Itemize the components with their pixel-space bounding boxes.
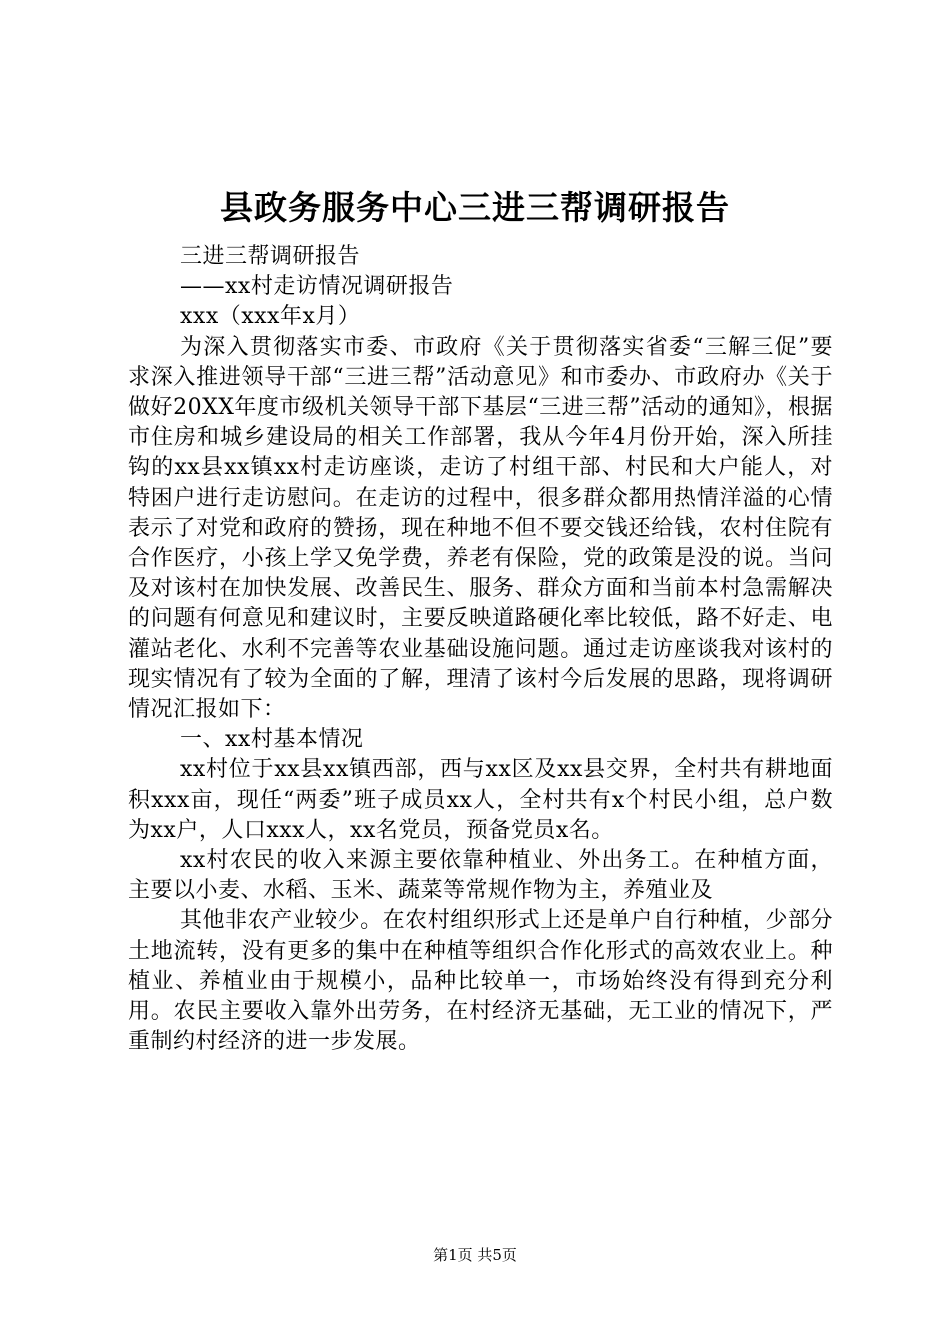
page-number: 第1页 共5页 [433,1246,517,1264]
author-line: xxx（xxx年x月） [180,304,361,330]
document-title: 县政务服务中心三进三帮调研报告 [220,188,730,227]
subtitle: 三进三帮调研报告 [180,244,361,269]
paragraph: xx村农民的收入来源主要依靠种植业、外出务工。在种植方面，主要以小麦、水稻、玉米、蔬菜等常规作物为主，养殖业及 [128,848,833,904]
document-body [128,242,833,1057]
subtitle-secondary: ——xx村走访情况调研报告 [180,274,454,300]
paragraph: xx村位于xx县xx镇西部，西与xx区及xx县交界，全村共有耕地面积xxx亩，现任“两委”班子成员xx人，全村共有x个村民小组，总户数为xx户，人口xxx人，xx名党员，预备党员x名。 [128,757,833,843]
paragraph: 其他非农产业较少。在农村组织形式上还是单户自行种植，少部分土地流转，没有更多的集中在种植等组织合作化形式的高效农业上。种植业、养植业由于规模小，品种比较单一，市场始终没有得到充分利用。农民主要收入靠外出劳务，在村经济无基础，无工业的情况下，严重制约村经济的进一步发展。 [128,908,833,1055]
section-heading: 一、xx村基本情况 [180,727,364,753]
paragraph: 为深入贯彻落实市委、市政府《关于贯彻落实省委“三解三促”要求深入推进领导干部“三进三帮”活动意见》和市委办、市政府办《关于做好20XX年度市级机关领导干部下基层“三进三帮”活动的通知》，根据市住房和城乡建设局的相关工作部署，我从今年4月份开始，深入所挂钩的xx县xx镇xx村走访座谈，走访了村组干部、村民和大户能人，对特困户进行走访慰问。在走访的过程中，很多群众都用热情洋溢的心情表示了对党和政府的赞扬，现在种地不但不要交钱还给钱，农村住院有合作医疗，小孩上学又免学费，养老有保险，党的政策是没的说。当问及对该村在加快发展、改善民生、服务、群众方面和当前本村急需解决的问题有何意见和建议时，主要反映道路硬化率比较低，路不好走、电灌站老化、水利不完善等农业基础设施问题。通过走访座谈我对该村的现实情况有了较为全面的了解，理清了该村今后发展的思路，现将调研情况汇报如下： [128,334,833,723]
